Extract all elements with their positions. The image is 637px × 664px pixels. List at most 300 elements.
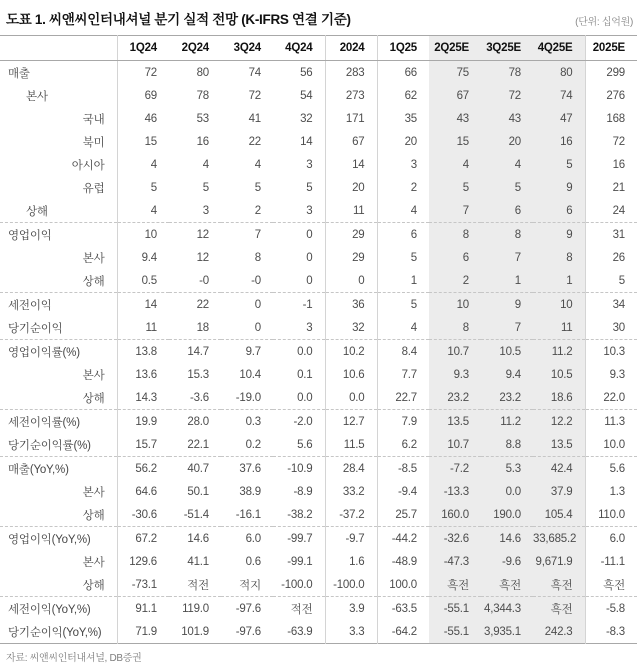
table-row: [0, 130, 637, 153]
cell: 9: [533, 223, 585, 247]
cell: 75: [429, 61, 481, 85]
row-label: 본사: [0, 246, 117, 269]
cell: 0: [254, 321, 261, 334]
cell: 4: [202, 158, 209, 171]
cell: 16: [196, 135, 209, 148]
cell: 25.7: [395, 508, 417, 521]
cell: 14.6: [169, 527, 221, 551]
table-row: [0, 246, 637, 269]
cell: 56: [273, 61, 325, 85]
table-row: [0, 550, 637, 573]
cell: 11.5: [325, 433, 377, 457]
cell: 64.6: [135, 485, 157, 498]
table-row: [0, 61, 637, 85]
cell: 8: [429, 316, 481, 340]
cell: 72: [481, 84, 533, 107]
header-cell-4Q25E: 4Q25E: [533, 36, 585, 61]
cell: 4: [429, 153, 481, 176]
cell: 22: [248, 135, 261, 148]
cell: -55.1: [429, 620, 481, 644]
cell: 22.7: [395, 391, 417, 404]
header-cell-2Q24: 2Q24: [169, 36, 221, 61]
cell: 0: [273, 246, 325, 269]
cell: 0.0: [325, 386, 377, 410]
cell: -48.9: [391, 555, 417, 568]
cell: 15.3: [187, 368, 209, 381]
cell: 5: [429, 176, 481, 199]
cell: 9.4: [141, 251, 157, 264]
header-cell-label: [0, 36, 117, 61]
cell: 6.2: [401, 438, 417, 451]
cell: 적전: [187, 579, 209, 592]
cell: 31: [585, 223, 637, 247]
cell: -9.4: [397, 485, 417, 498]
cell: 3: [202, 204, 209, 217]
cell: 5.6: [273, 433, 325, 457]
cell: 5: [202, 181, 209, 194]
row-label: 상해: [0, 573, 117, 597]
cell: 16: [612, 158, 625, 171]
cell: 37.6: [221, 457, 273, 481]
cell: 8: [481, 223, 533, 247]
cell: 0.0: [273, 340, 325, 364]
row-label: 세전이익(YoY,%): [0, 597, 117, 621]
cell: 5: [377, 293, 429, 317]
cell: -64.2: [391, 625, 417, 638]
cell: 0: [325, 269, 377, 293]
cell: 7: [481, 316, 533, 340]
row-label: 세전이익률(%): [0, 410, 117, 434]
cell: 4: [410, 321, 417, 334]
cell: 0.5: [141, 274, 157, 287]
cell: 15: [144, 135, 157, 148]
cell: 37.9: [533, 480, 585, 503]
cell: 12: [169, 223, 221, 247]
row-label: 국내: [0, 107, 117, 130]
cell: 2: [410, 181, 417, 194]
cell: 5: [273, 176, 325, 199]
cell: 5: [533, 153, 585, 176]
cell: 67: [429, 84, 481, 107]
cell: 7.7: [401, 368, 417, 381]
cell: -100.0: [273, 573, 325, 597]
cell: 0: [221, 293, 273, 317]
cell: -2.0: [273, 410, 325, 434]
table-header-row: [0, 36, 637, 61]
header-cell-2024: 2024: [325, 36, 377, 61]
cell: 3,935.1: [481, 620, 533, 644]
header-cell-1Q24: 1Q24: [117, 36, 169, 61]
cell: -9.6: [481, 550, 533, 573]
cell: 276: [606, 89, 625, 102]
cell: 4: [254, 158, 261, 171]
cell: 5: [254, 181, 261, 194]
cell: 3: [273, 316, 325, 340]
cell: 3.3: [325, 620, 377, 644]
cell: 3.9: [325, 597, 377, 621]
table-row: [0, 107, 637, 130]
row-label: 본사: [0, 84, 117, 107]
cell: 4,344.3: [481, 597, 533, 621]
cell: -10.9: [273, 457, 325, 481]
cell: 14.7: [169, 340, 221, 364]
cell: 10.7: [429, 340, 481, 364]
table-row: [0, 480, 637, 503]
cell: 8.8: [481, 433, 533, 457]
cell: 8: [254, 251, 261, 264]
cell: 32: [273, 107, 325, 130]
cell: 23.2: [481, 386, 533, 410]
cell: 42.4: [533, 457, 585, 481]
cell: 10.0: [603, 438, 625, 451]
header-cell-3Q25E: 3Q25E: [481, 36, 533, 61]
cell: 69: [144, 89, 157, 102]
cell: 8: [533, 246, 585, 269]
table-row: [0, 410, 637, 434]
cell: 14: [117, 293, 169, 317]
cell: 242.3: [533, 620, 585, 644]
row-label: 매출: [0, 61, 117, 85]
quarterly-earnings-forecast-table: [0, 35, 637, 644]
cell: 41: [248, 112, 261, 125]
cell: 160.0: [429, 503, 481, 527]
row-label: 영업이익률(%): [0, 340, 117, 364]
cell: 13.5: [429, 410, 481, 434]
cell: 10: [533, 293, 585, 317]
cell: 72: [612, 135, 625, 148]
cell: 62: [404, 89, 417, 102]
cell: 0.1: [273, 363, 325, 386]
cell: 15.7: [135, 438, 157, 451]
cell: 6: [533, 199, 585, 223]
cell: 흑전: [533, 597, 585, 621]
cell: 9.4: [481, 363, 533, 386]
cell: 19.9: [117, 410, 169, 434]
cell: 적전: [273, 597, 325, 621]
cell: 14.6: [481, 527, 533, 551]
cell: 6: [481, 199, 533, 223]
figure-title: 도표 1. 씨앤씨인터내셔널 분기 실적 전망 (K-IFRS 연결 기준): [6, 12, 351, 27]
header-cell-2025E: 2025E: [585, 36, 637, 61]
cell: 67: [325, 130, 377, 153]
cell: 10.3: [585, 340, 637, 364]
cell: 71.9: [135, 625, 157, 638]
table-row: [0, 503, 637, 527]
cell: -16.1: [235, 508, 261, 521]
cell: 흑전: [533, 573, 585, 597]
cell: -100.0: [325, 573, 377, 597]
cell: 4: [481, 153, 533, 176]
cell: 21: [612, 181, 625, 194]
cell: 91.1: [117, 597, 169, 621]
cell: -97.6: [221, 597, 273, 621]
table-body: [0, 61, 637, 644]
row-label: 영업이익(YoY,%): [0, 527, 117, 551]
row-label: 본사: [0, 480, 117, 503]
cell: 20: [404, 135, 417, 148]
row-label: 유럽: [0, 176, 117, 199]
table-row: [0, 293, 637, 317]
cell: -99.7: [273, 527, 325, 551]
cell: 3: [273, 199, 325, 223]
header-cell-1Q25: 1Q25: [377, 36, 429, 61]
cell: -47.3: [429, 550, 481, 573]
cell: 흑전: [603, 579, 625, 592]
cell: 20: [481, 130, 533, 153]
cell: -99.1: [273, 550, 325, 573]
cell: 22: [169, 293, 221, 317]
cell: 0.0: [481, 480, 533, 503]
cell: 72: [248, 89, 261, 102]
cell: 36: [325, 293, 377, 317]
cell: 0.6: [245, 555, 261, 568]
cell: -3.6: [189, 391, 209, 404]
cell: 13.5: [533, 433, 585, 457]
cell: -8.3: [605, 625, 625, 638]
table-row: [0, 269, 637, 293]
cell: -63.5: [377, 597, 429, 621]
cell: 1.3: [609, 485, 625, 498]
cell: -38.2: [273, 503, 325, 527]
cell: 80: [533, 61, 585, 85]
cell: 171: [325, 107, 377, 130]
cell: 46: [144, 112, 157, 125]
cell: 74: [533, 84, 585, 107]
cell: 0: [273, 223, 325, 247]
cell: 5: [410, 251, 417, 264]
table-row: [0, 316, 637, 340]
cell: 9.3: [429, 363, 481, 386]
cell: 18.6: [533, 386, 585, 410]
cell: 30: [612, 321, 625, 334]
cell: -8.9: [273, 480, 325, 503]
cell: 47: [533, 107, 585, 130]
cell: 7: [481, 246, 533, 269]
cell: 5: [618, 274, 625, 287]
cell: -30.6: [131, 508, 157, 521]
cell: 29: [325, 223, 377, 247]
cell: 29: [325, 246, 377, 269]
cell: 50.1: [187, 485, 209, 498]
cell: 33.2: [325, 480, 377, 503]
cell: 10.5: [533, 363, 585, 386]
table-row: [0, 84, 637, 107]
cell: -37.2: [325, 503, 377, 527]
cell: 273: [325, 84, 377, 107]
cell: 100.0: [389, 578, 417, 591]
cell: 2: [254, 204, 261, 217]
cell: 3: [273, 153, 325, 176]
table-row: [0, 457, 637, 481]
cell: 6: [377, 223, 429, 247]
table-row: [0, 176, 637, 199]
cell: 6.0: [221, 527, 273, 551]
cell: 168: [606, 112, 625, 125]
row-label: 상해: [0, 503, 117, 527]
cell: 1.6: [325, 550, 377, 573]
cell: 1: [533, 269, 585, 293]
cell: 11: [533, 316, 585, 340]
cell: -73.1: [131, 578, 157, 591]
cell: 66: [404, 66, 417, 79]
cell: 1: [481, 269, 533, 293]
table-row: [0, 363, 637, 386]
cell: 16: [533, 130, 585, 153]
cell: 6.0: [585, 527, 637, 551]
cell: 10.2: [325, 340, 377, 364]
cell: 7: [221, 223, 273, 247]
cell: 190.0: [481, 503, 533, 527]
cell: -32.6: [429, 527, 481, 551]
cell: 4: [410, 204, 417, 217]
cell: 9: [481, 293, 533, 317]
row-label: 영업이익: [0, 223, 117, 247]
cell: 5: [481, 176, 533, 199]
cell: 40.7: [169, 457, 221, 481]
cell: 9.7: [221, 340, 273, 364]
cell: 43: [481, 107, 533, 130]
cell: 0: [273, 269, 325, 293]
cell: -13.3: [429, 480, 481, 503]
header-cell-4Q24: 4Q24: [273, 36, 325, 61]
cell: -97.6: [235, 625, 261, 638]
cell: 38.9: [239, 485, 261, 498]
cell: 24: [612, 204, 625, 217]
cell: 7: [429, 199, 481, 223]
cell: 흑전: [481, 573, 533, 597]
cell: 283: [325, 61, 377, 85]
cell: 11: [145, 321, 157, 334]
cell: 10.7: [429, 433, 481, 457]
cell: 9,671.9: [533, 550, 585, 573]
cell: 105.4: [533, 503, 585, 527]
cell: 3: [410, 158, 417, 171]
row-label: 상해: [0, 269, 117, 293]
cell: 18: [196, 321, 209, 334]
row-label: 본사: [0, 550, 117, 573]
cell: -8.5: [377, 457, 429, 481]
cell: 26: [612, 251, 625, 264]
cell: 흑전: [429, 573, 481, 597]
cell: -0: [199, 274, 209, 287]
table-row: [0, 597, 637, 621]
cell: 11.2: [481, 410, 533, 434]
cell: -63.9: [273, 620, 325, 644]
cell: 4: [150, 204, 157, 217]
cell: 5.6: [585, 457, 637, 481]
cell: 7.9: [377, 410, 429, 434]
cell: 적지: [239, 579, 261, 592]
cell: 0.0: [273, 386, 325, 410]
cell: 0.2: [245, 438, 261, 451]
cell: 35: [404, 112, 417, 125]
header-cell-3Q24: 3Q24: [221, 36, 273, 61]
cell: 56.2: [117, 457, 169, 481]
table-row: [0, 199, 637, 223]
figure-header: [0, 0, 637, 35]
cell: 5: [150, 181, 157, 194]
cell: 53: [196, 112, 209, 125]
cell: 14.3: [135, 391, 157, 404]
cell: 22.0: [603, 391, 625, 404]
row-label: 매출(YoY,%): [0, 457, 117, 481]
cell: 0.3: [221, 410, 273, 434]
cell: -7.2: [429, 457, 481, 481]
cell: 32: [325, 316, 377, 340]
cell: 20: [325, 176, 377, 199]
cell: 1: [410, 274, 417, 287]
cell: 43: [429, 107, 481, 130]
cell: 22.1: [187, 438, 209, 451]
cell: -5.8: [585, 597, 637, 621]
cell: 10: [117, 223, 169, 247]
cell: 129.6: [129, 555, 157, 568]
cell: 9.3: [609, 368, 625, 381]
table-row: [0, 386, 637, 410]
row-label: 세전이익: [0, 293, 117, 317]
table-row: [0, 223, 637, 247]
cell: 12: [196, 251, 209, 264]
cell: 34: [585, 293, 637, 317]
unit-label: (단위: 십억원): [575, 17, 633, 28]
cell: 14: [325, 153, 377, 176]
cell: 78: [481, 61, 533, 85]
cell: 28.4: [325, 457, 377, 481]
cell: 54: [273, 84, 325, 107]
cell: 12.2: [533, 410, 585, 434]
cell: 5.3: [481, 457, 533, 481]
cell: 13.8: [117, 340, 169, 364]
cell: 11.3: [585, 410, 637, 434]
cell: -19.0: [235, 391, 261, 404]
cell: 10.5: [481, 340, 533, 364]
cell: 9: [533, 176, 585, 199]
cell: 74: [248, 66, 261, 79]
cell: 14: [273, 130, 325, 153]
cell: 10.4: [239, 368, 261, 381]
cell: 299: [606, 66, 625, 79]
cell: 28.0: [169, 410, 221, 434]
row-label: 상해: [0, 199, 117, 223]
cell: 11.2: [533, 340, 585, 364]
cell: 101.9: [181, 625, 209, 638]
cell: -9.7: [325, 527, 377, 551]
cell: 80: [196, 66, 209, 79]
row-label: 당기순이익률(%): [0, 433, 117, 457]
cell: 119.0: [169, 597, 221, 621]
cell: 11: [325, 199, 377, 223]
cell: 41.1: [187, 555, 209, 568]
table-row: [0, 527, 637, 551]
cell: 33,685.2: [533, 527, 585, 551]
cell: 15: [429, 130, 481, 153]
cell: 10.6: [325, 363, 377, 386]
cell: 12.7: [325, 410, 377, 434]
cell: 13.6: [135, 368, 157, 381]
row-label: 상해: [0, 386, 117, 410]
table-row: [0, 573, 637, 597]
cell: 6: [429, 246, 481, 269]
row-label: 아시아: [0, 153, 117, 176]
cell: 72: [144, 66, 157, 79]
cell: 2: [429, 269, 481, 293]
cell: 78: [196, 89, 209, 102]
cell: 110.0: [598, 508, 625, 521]
cell: -44.2: [377, 527, 429, 551]
cell: -11.1: [600, 555, 625, 568]
cell: 67.2: [117, 527, 169, 551]
cell: -51.4: [183, 508, 209, 521]
